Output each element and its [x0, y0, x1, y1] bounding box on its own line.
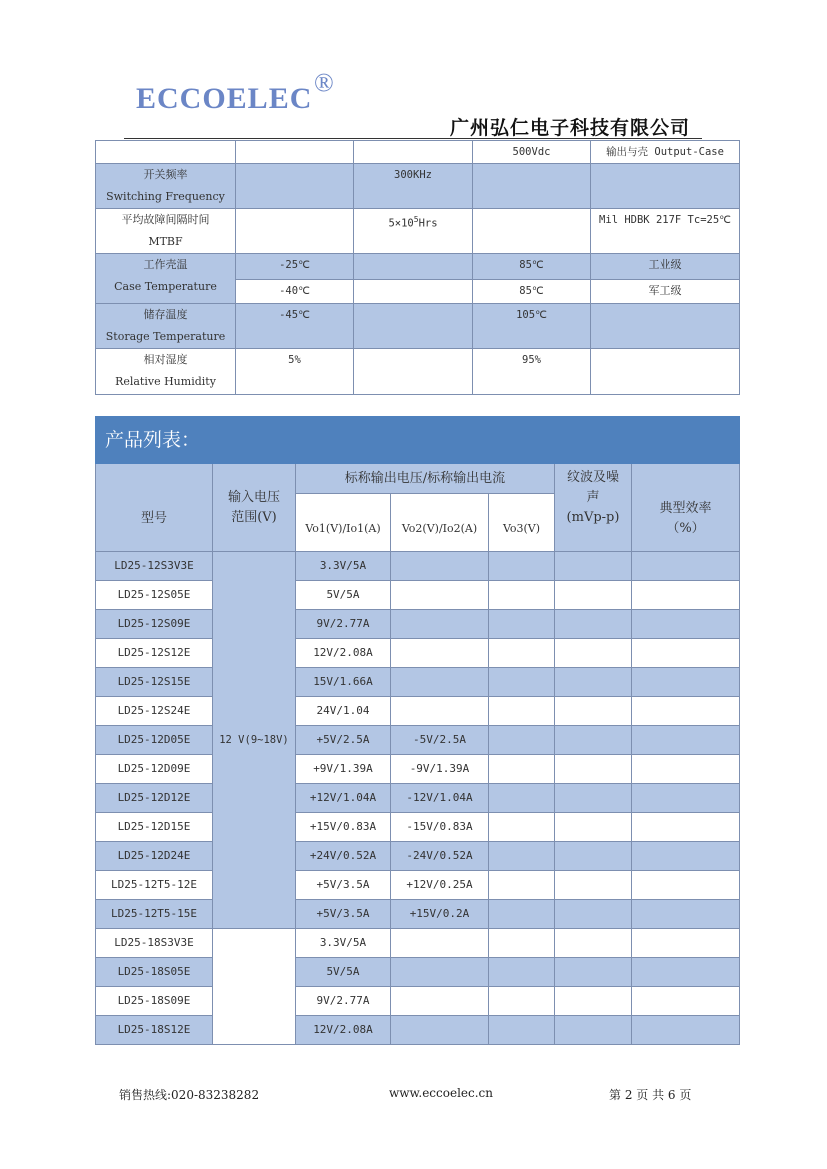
ripple-cell: [555, 755, 632, 784]
spec-param: [96, 304, 236, 349]
vo3-cell: [489, 668, 555, 697]
spec-cell: [591, 164, 740, 209]
header-efficiency: [632, 464, 740, 552]
spec-row-isolation: [96, 141, 740, 164]
model-cell: LD25-18S09E: [96, 987, 213, 1016]
vo3-cell: [489, 900, 555, 929]
vo1-cell: 3.3V/5A: [296, 929, 391, 958]
header-eff-line2: （%）: [666, 520, 705, 536]
vo3-cell: [489, 871, 555, 900]
ripple-cell: [555, 697, 632, 726]
table-row: [96, 929, 740, 958]
model-cell: LD25-12D12E: [96, 784, 213, 813]
spec-cell: 85℃: [473, 280, 591, 304]
brand-logo: ECCOELEC: [136, 82, 313, 115]
header-ripple-line1: 纹波及噪: [566, 470, 619, 485]
ripple-cell: [555, 1016, 632, 1045]
vo2-cell: [391, 552, 489, 581]
mtbf-exp: 5: [413, 215, 419, 224]
vo1-cell: 9V/2.77A: [296, 987, 391, 1016]
input-range-cell: [213, 929, 296, 1045]
spec-cell: [354, 254, 473, 280]
table-row: [96, 552, 740, 581]
param-en: Switching Frequency: [106, 190, 225, 203]
spec-cell: -25℃: [236, 254, 354, 280]
table-row: [96, 639, 740, 668]
spec-cell: 95%: [473, 349, 591, 395]
vo1-cell: +5V/2.5A: [296, 726, 391, 755]
ripple-cell: [555, 726, 632, 755]
table-row: [96, 668, 740, 697]
spec-row-storage-temp: [96, 304, 740, 349]
spec-table: [95, 140, 740, 395]
vo3-cell: [489, 697, 555, 726]
model-cell: LD25-12S12E: [96, 639, 213, 668]
spec-cell: [236, 164, 354, 209]
spec-cell: [354, 280, 473, 304]
table-row: [96, 958, 740, 987]
ripple-cell: [555, 610, 632, 639]
header-eff-line1: 典型效率: [659, 500, 712, 516]
vo2-cell: -9V/1.39A: [391, 755, 489, 784]
vo2-cell: [391, 639, 489, 668]
efficiency-cell: [632, 726, 740, 755]
model-cell: LD25-12S05E: [96, 581, 213, 610]
product-table: [95, 416, 740, 1045]
vo1-cell: 24V/1.04: [296, 697, 391, 726]
spec-row-case-temp: [96, 254, 740, 280]
spec-cell: [236, 141, 354, 164]
model-cell: LD25-12S24E: [96, 697, 213, 726]
efficiency-cell: [632, 900, 740, 929]
spec-param: [96, 349, 236, 395]
vo3-cell: [489, 581, 555, 610]
ripple-cell: [555, 552, 632, 581]
footer-page-number: 第 2 页 共 6 页: [609, 1088, 692, 1102]
vo1-cell: 9V/2.77A: [296, 610, 391, 639]
header-input-line2: 范围(V): [231, 509, 277, 525]
product-header-row: [96, 464, 740, 494]
product-list-title: 产品列表：: [96, 417, 740, 464]
spec-cell: [473, 164, 591, 209]
model-cell: LD25-12T5-15E: [96, 900, 213, 929]
vo2-cell: [391, 581, 489, 610]
efficiency-cell: [632, 755, 740, 784]
spec-cell: 5%: [236, 349, 354, 395]
model-cell: LD25-12S15E: [96, 668, 213, 697]
registered-mark: ®: [314, 68, 334, 97]
efficiency-cell: [632, 987, 740, 1016]
spec-cell: 输出与壳 Output-Case: [591, 141, 740, 164]
efficiency-cell: [632, 871, 740, 900]
table-row: [96, 755, 740, 784]
table-row: [96, 987, 740, 1016]
model-cell: LD25-12D24E: [96, 842, 213, 871]
mtbf-unit: Hrs: [418, 217, 438, 230]
vo2-cell: -12V/1.04A: [391, 784, 489, 813]
ripple-cell: [555, 813, 632, 842]
vo1-cell: 3.3V/5A: [296, 552, 391, 581]
vo3-cell: [489, 929, 555, 958]
vo3-cell: [489, 639, 555, 668]
efficiency-cell: [632, 784, 740, 813]
vo2-cell: +12V/0.25A: [391, 871, 489, 900]
spec-cell: 105℃: [473, 304, 591, 349]
vo3-cell: [489, 813, 555, 842]
vo3-cell: [489, 755, 555, 784]
model-cell: LD25-12D09E: [96, 755, 213, 784]
ripple-cell: [555, 639, 632, 668]
vo2-cell: [391, 1016, 489, 1045]
footer-hotline: 销售热线:020-83238282: [119, 1088, 260, 1102]
model-cell: LD25-12S09E: [96, 610, 213, 639]
table-row: [96, 871, 740, 900]
ripple-cell: [555, 958, 632, 987]
spec-cell: 85℃: [473, 254, 591, 280]
vo2-cell: [391, 958, 489, 987]
vo2-cell: -24V/0.52A: [391, 842, 489, 871]
param-cn: 相对湿度: [143, 353, 188, 366]
ripple-cell: [555, 929, 632, 958]
company-name: 广州弘仁电子科技有限公司: [450, 117, 691, 139]
spec-row-mtbf: [96, 209, 740, 254]
ripple-cell: [555, 842, 632, 871]
model-cell: LD25-18S3V3E: [96, 929, 213, 958]
header-input-line1: 输入电压: [227, 489, 280, 505]
spec-cell: [591, 304, 740, 349]
spec-cell: [591, 349, 740, 395]
efficiency-cell: [632, 697, 740, 726]
param-en: Storage Temperature: [105, 330, 226, 343]
efficiency-cell: [632, 1016, 740, 1045]
vo1-cell: +15V/0.83A: [296, 813, 391, 842]
table-row: [96, 900, 740, 929]
ripple-cell: [555, 871, 632, 900]
vo1-cell: +5V/3.5A: [296, 871, 391, 900]
spec-cell: 500Vdc: [473, 141, 591, 164]
mtbf-base: 5×10: [388, 217, 414, 230]
model-cell: LD25-12D15E: [96, 813, 213, 842]
header-vo1: Vo1(V)/Io1(A): [296, 494, 391, 552]
vo2-cell: [391, 929, 489, 958]
header-ripple-line3: (mVp-p): [566, 510, 620, 525]
vo2-cell: -15V/0.83A: [391, 813, 489, 842]
spec-cell: [354, 209, 473, 254]
spec-cell: [96, 141, 236, 164]
spec-cell: -40℃: [236, 280, 354, 304]
spec-param: [96, 254, 236, 304]
model-cell: LD25-12D05E: [96, 726, 213, 755]
table-row: [96, 842, 740, 871]
table-row: [96, 813, 740, 842]
table-row: [96, 697, 740, 726]
param-en: Case Temperature: [114, 280, 217, 293]
spec-cell: 工业级: [591, 254, 740, 280]
table-row: [96, 610, 740, 639]
header-ripple-line2: 声: [586, 490, 600, 505]
spec-row-frequency: [96, 164, 740, 209]
header-vo3: Vo3(V): [489, 494, 555, 552]
table-row: [96, 726, 740, 755]
vo3-cell: [489, 552, 555, 581]
efficiency-cell: [632, 929, 740, 958]
vo3-cell: [489, 784, 555, 813]
ripple-cell: [555, 900, 632, 929]
header-model: 型号: [96, 464, 213, 552]
vo1-cell: 5V/5A: [296, 581, 391, 610]
ripple-cell: [555, 987, 632, 1016]
vo1-cell: 12V/2.08A: [296, 1016, 391, 1045]
vo2-cell: -5V/2.5A: [391, 726, 489, 755]
spec-cell: 军工级: [591, 280, 740, 304]
efficiency-cell: [632, 813, 740, 842]
efficiency-cell: [632, 610, 740, 639]
spec-cell: [354, 349, 473, 395]
ripple-cell: [555, 784, 632, 813]
efficiency-cell: [632, 958, 740, 987]
model-cell: LD25-18S12E: [96, 1016, 213, 1045]
header-input-range: [213, 464, 296, 552]
model-cell: LD25-12T5-12E: [96, 871, 213, 900]
efficiency-cell: [632, 581, 740, 610]
param-cn: 开关频率: [143, 168, 188, 181]
efficiency-cell: [632, 668, 740, 697]
product-title-row: [96, 417, 740, 464]
vo3-cell: [489, 842, 555, 871]
vo1-cell: 12V/2.08A: [296, 639, 391, 668]
model-cell: LD25-12S3V3E: [96, 552, 213, 581]
vo3-cell: [489, 958, 555, 987]
param-cn: 工作壳温: [143, 258, 188, 271]
spec-cell: [473, 209, 591, 254]
ripple-cell: [555, 581, 632, 610]
footer-website[interactable]: www.eccoelec.cn: [389, 1086, 493, 1100]
vo2-cell: [391, 610, 489, 639]
header-ripple: [555, 464, 632, 552]
spec-cell: [354, 304, 473, 349]
header-nominal-output: 标称输出电压/标称输出电流: [296, 464, 555, 494]
vo1-cell: 15V/1.66A: [296, 668, 391, 697]
input-range-cell: 12 V(9~18V): [213, 552, 296, 929]
efficiency-cell: [632, 842, 740, 871]
table-row: [96, 1016, 740, 1045]
param-en: MTBF: [148, 235, 183, 248]
efficiency-cell: [632, 552, 740, 581]
vo3-cell: [489, 726, 555, 755]
vo1-cell: +5V/3.5A: [296, 900, 391, 929]
model-cell: LD25-18S05E: [96, 958, 213, 987]
spec-cell: 300KHz: [354, 164, 473, 209]
vo3-cell: [489, 610, 555, 639]
vo2-cell: [391, 987, 489, 1016]
spec-param: [96, 209, 236, 254]
vo2-cell: [391, 668, 489, 697]
spec-cell: [354, 141, 473, 164]
param-en: Relative Humidity: [115, 375, 216, 388]
table-row: [96, 784, 740, 813]
spec-param: [96, 164, 236, 209]
efficiency-cell: [632, 639, 740, 668]
vo1-cell: 5V/5A: [296, 958, 391, 987]
vo3-cell: [489, 987, 555, 1016]
table-row: [96, 581, 740, 610]
ripple-cell: [555, 668, 632, 697]
spec-cell: Mil HDBK 217F Tc=25℃: [591, 209, 740, 254]
spec-row-humidity: [96, 349, 740, 395]
vo1-cell: +9V/1.39A: [296, 755, 391, 784]
vo1-cell: +12V/1.04A: [296, 784, 391, 813]
header-rule: [124, 138, 702, 139]
header-vo2: Vo2(V)/Io2(A): [391, 494, 489, 552]
vo3-cell: [489, 1016, 555, 1045]
vo2-cell: +15V/0.2A: [391, 900, 489, 929]
spec-cell: [236, 209, 354, 254]
vo1-cell: +24V/0.52A: [296, 842, 391, 871]
spec-cell: -45℃: [236, 304, 354, 349]
param-cn: 储存温度: [143, 308, 188, 321]
param-cn: 平均故障间隔时间: [121, 213, 210, 226]
vo2-cell: [391, 697, 489, 726]
